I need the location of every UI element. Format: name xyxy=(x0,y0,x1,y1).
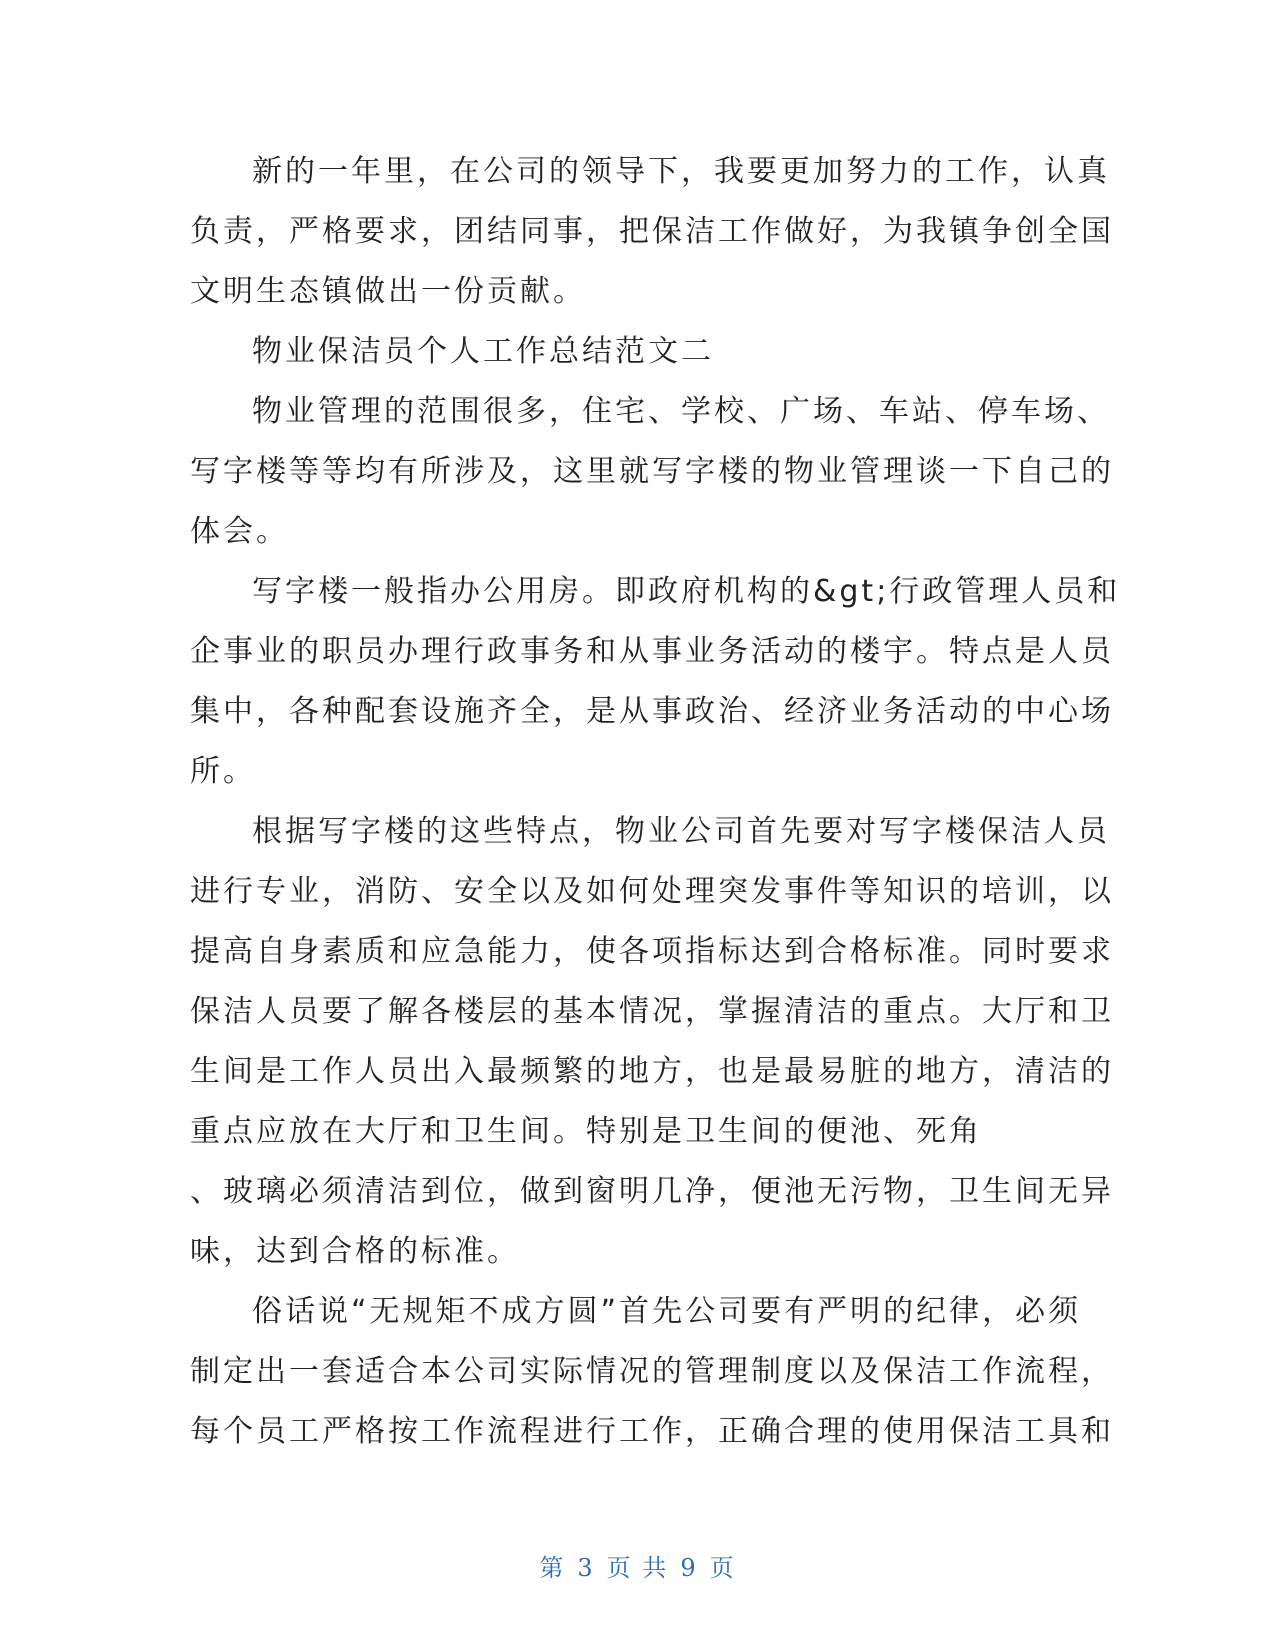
paragraph-line: 生间是工作人员出入最频繁的地方，也是最易脏的地方，清洁的 xyxy=(190,1054,1114,1089)
paragraph-line: 负责，严格要求，团结同事，把保洁工作做好，为我镇争创全国 xyxy=(190,214,1114,249)
paragraph-line: 进行专业，消防、安全以及如何处理突发事件等知识的培训，以 xyxy=(190,874,1114,909)
paragraph-line: 味，达到合格的标准。 xyxy=(190,1234,520,1269)
body-text xyxy=(190,142,1121,1462)
paragraph-line: 新的一年里，在公司的领导下，我要更加努力的工作，认真 xyxy=(252,154,1110,189)
paragraph-2 xyxy=(190,382,1114,562)
paragraph-line: 企事业的职员办理行政事务和从事业务活动的楼宇。特点是人员 xyxy=(190,634,1114,669)
paragraph-line: 保洁人员要了解各楼层的基本情况，掌握清洁的重点。大厅和卫 xyxy=(190,994,1114,1029)
paragraph-line: 重点应放在大厅和卫生间。特别是卫生间的便池、死角 xyxy=(190,1114,982,1149)
paragraph-5 xyxy=(190,1282,1114,1462)
paragraph-line: 制定出一套适合本公司实际情况的管理制度以及保洁工作流程， xyxy=(190,1354,1114,1389)
current-page-number: 3 xyxy=(577,1554,595,1582)
paragraph-line: 体会。 xyxy=(190,514,289,549)
paragraph-line: 集中，各种配套设施齐全，是从事政治、经济业务活动的中心场 xyxy=(190,694,1114,729)
paragraph-line: 写字楼等等均有所涉及，这里就写字楼的物业管理谈一下自己的 xyxy=(190,454,1114,489)
paragraph-1 xyxy=(190,142,1114,322)
section-heading xyxy=(190,322,1056,382)
paragraph-line: 所。 xyxy=(190,754,256,789)
footer-prefix: 第 xyxy=(539,1554,566,1582)
paragraph-line: 根据写字楼的这些特点，物业公司首先要对写字楼保洁人员 xyxy=(252,814,1110,849)
paragraph-line: 、玻璃必须清洁到位，做到窗明几净，便池无污物，卫生间无异 xyxy=(190,1174,1114,1209)
section-heading-text: 物业保洁员个人工作总结范文二 xyxy=(252,334,714,369)
paragraph-line: 俗话说“无规矩不成方圆”首先公司要有严明的纪律，必须 xyxy=(252,1294,1082,1329)
paragraph-line: 物业管理的范围很多，住宅、学校、广场、车站、停车场、 xyxy=(252,394,1110,429)
paragraph-line: 文明生态镇做出一份贡献。 xyxy=(190,274,586,309)
page-footer xyxy=(0,1548,1275,1583)
paragraph-line: 每个员工严格按工作流程进行工作，正确合理的使用保洁工具和 xyxy=(190,1414,1114,1449)
total-pages-number: 9 xyxy=(680,1554,698,1582)
paragraph-line: 写字楼一般指办公用房。即政府机构的&gt;行政管理人员和 xyxy=(252,574,1121,609)
footer-suffix: 页 xyxy=(709,1554,736,1582)
paragraph-4 xyxy=(190,802,1114,1282)
paragraph-line: 提高自身素质和应急能力，使各项指标达到合格标准。同时要求 xyxy=(190,934,1114,969)
paragraph-3 xyxy=(190,562,1121,802)
footer-middle: 页 共 xyxy=(606,1554,669,1582)
